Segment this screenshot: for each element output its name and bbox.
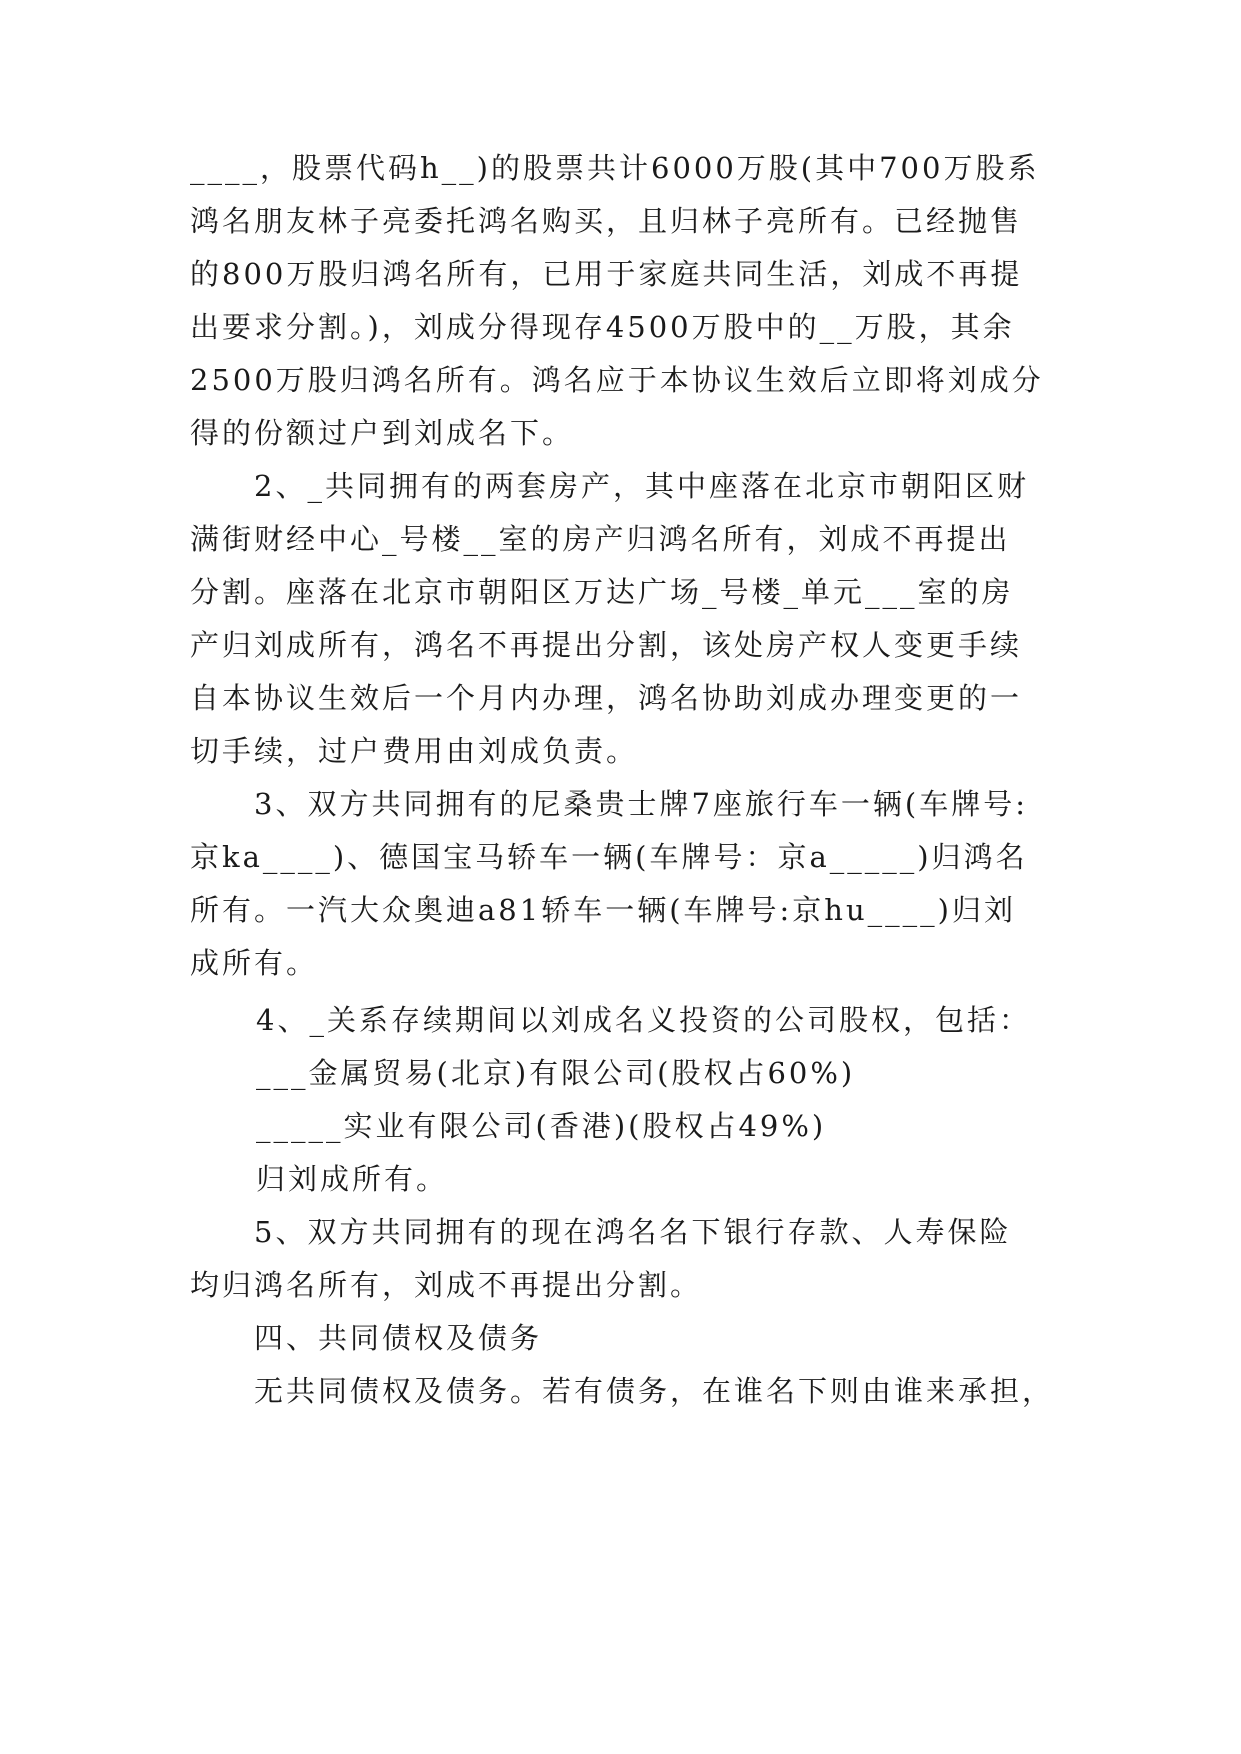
- text-line: 满街财经中心_号楼__室的房产归鸿名所有，刘成不再提出: [190, 522, 1011, 556]
- text-line: 出要求分割。)，刘成分得现存4500万股中的__万股，其余: [190, 310, 1015, 344]
- text-line: 鸿名朋友林子亮委托鸿名购买，且归林子亮所有。已经抛售: [190, 204, 1023, 238]
- text-line: 分割。座落在北京市朝阳区万达广场_号楼_单元___室的房: [190, 575, 1014, 609]
- company-item-2: _____实业有限公司(香港)(股权占49%): [256, 1109, 827, 1143]
- paragraph-5-start: 5、双方共同拥有的现在鸿名名下银行存款、人寿保险: [254, 1215, 1012, 1249]
- text-line: ____，股票代码h__)的股票共计6000万股(其中700万股系: [190, 151, 1040, 185]
- text-line: 得的份额过户到刘成名下。: [190, 416, 575, 450]
- text-line: 切手续，过户费用由刘成负责。: [190, 734, 639, 768]
- text-line: 的800万股归鸿名所有，已用于家庭共同生活，刘成不再提: [190, 257, 1023, 291]
- text-line: 无共同债权及债务。若有债务，在谁名下则由谁来承担，: [254, 1374, 1055, 1408]
- text-line: 2500万股归鸿名所有。鸿名应于本协议生效后立即将刘成分: [190, 363, 1044, 397]
- text-line: 归刘成所有。: [256, 1162, 449, 1196]
- text-line: 自本协议生效后一个月内办理，鸿名协助刘成办理变更的一: [190, 681, 1023, 715]
- paragraph-2-start: 2、_共同拥有的两套房产，其中座落在北京市朝阳区财: [254, 469, 1029, 503]
- text-line: 京ka____)、德国宝马轿车一辆(车牌号：京a_____)归鸿名: [190, 840, 1028, 874]
- paragraph-3-start: 3、双方共同拥有的尼桑贵士牌7座旅行车一辆(车牌号:: [254, 787, 1028, 821]
- section-heading: 四、共同债权及债务: [254, 1321, 543, 1355]
- text-line: 成所有。: [190, 946, 319, 980]
- text-line: 所有。一汽大众奥迪a81轿车一辆(车牌号:京hu____)归刘: [190, 893, 1016, 927]
- company-item-1: ___金属贸易(北京)有限公司(股权占60%): [256, 1056, 856, 1090]
- paragraph-4-start: 4、_关系存续期间以刘成名义投资的公司股权，包括：: [256, 1003, 1031, 1037]
- text-line: 产归刘成所有，鸿名不再提出分割，该处房产权人变更手续: [190, 628, 1023, 662]
- text-line: 均归鸿名所有，刘成不再提出分割。: [190, 1268, 703, 1302]
